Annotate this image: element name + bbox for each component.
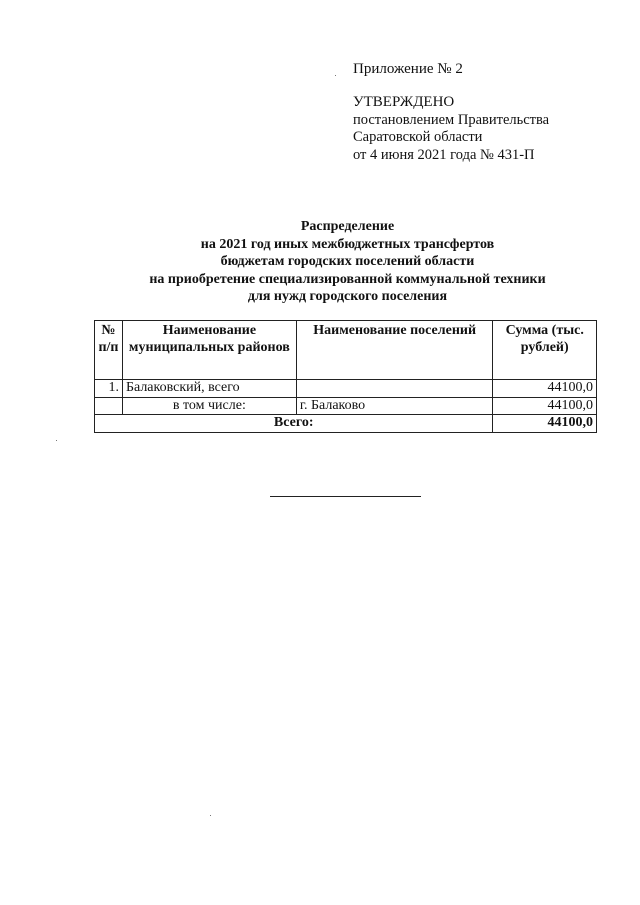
- scan-speck: [210, 815, 211, 816]
- title-line-3: на приобретение специализированной коммунальной техники: [149, 271, 546, 287]
- title-line-4: для нужд городского поселения: [247, 289, 448, 304]
- table-header-row: [95, 321, 597, 380]
- row-sum: 44100,0: [493, 397, 597, 415]
- table-total-row: [95, 415, 597, 433]
- total-label: Всего:: [95, 415, 493, 433]
- separator-line: [270, 496, 421, 497]
- row-sum: 44100,0: [493, 380, 597, 398]
- approved-line-2: Саратовской области: [353, 129, 483, 145]
- appendix-label: Приложение № 2: [353, 61, 463, 77]
- scan-speck: [56, 440, 57, 441]
- scan-speck: [335, 75, 336, 76]
- header-sum: Сумма (тыс. рублей): [493, 321, 597, 380]
- title-line-2: бюджетам городских поселений области: [220, 254, 475, 269]
- total-sum: 44100,0: [493, 415, 597, 433]
- header-num: № п/п: [95, 321, 123, 380]
- approved-line-1: постановлением Правительства: [353, 111, 550, 128]
- document-title: [95, 218, 600, 306]
- table-row: [95, 380, 597, 398]
- header-settlement: Наименование поселений: [296, 321, 493, 380]
- row-settlement: г. Балаково: [296, 397, 493, 415]
- approved-line-3: от 4 июня 2021 года № 431-П: [353, 146, 535, 163]
- title-line-1: на 2021 год иных межбюджетных трансфертов: [200, 236, 495, 252]
- row-settlement: [296, 380, 493, 398]
- approval-block: [353, 94, 549, 164]
- table-row: [95, 397, 597, 415]
- row-num: 1.: [95, 380, 123, 398]
- row-district: в том числе:: [122, 397, 296, 415]
- header-district: Наименование муниципальных районов: [122, 321, 296, 380]
- row-district: Балаковский, всего: [122, 380, 296, 398]
- title-line-0: Распределение: [300, 219, 395, 234]
- approved-title: УТВЕРЖДЕНО: [353, 94, 455, 110]
- row-num: [95, 397, 123, 415]
- distribution-table: [94, 320, 597, 433]
